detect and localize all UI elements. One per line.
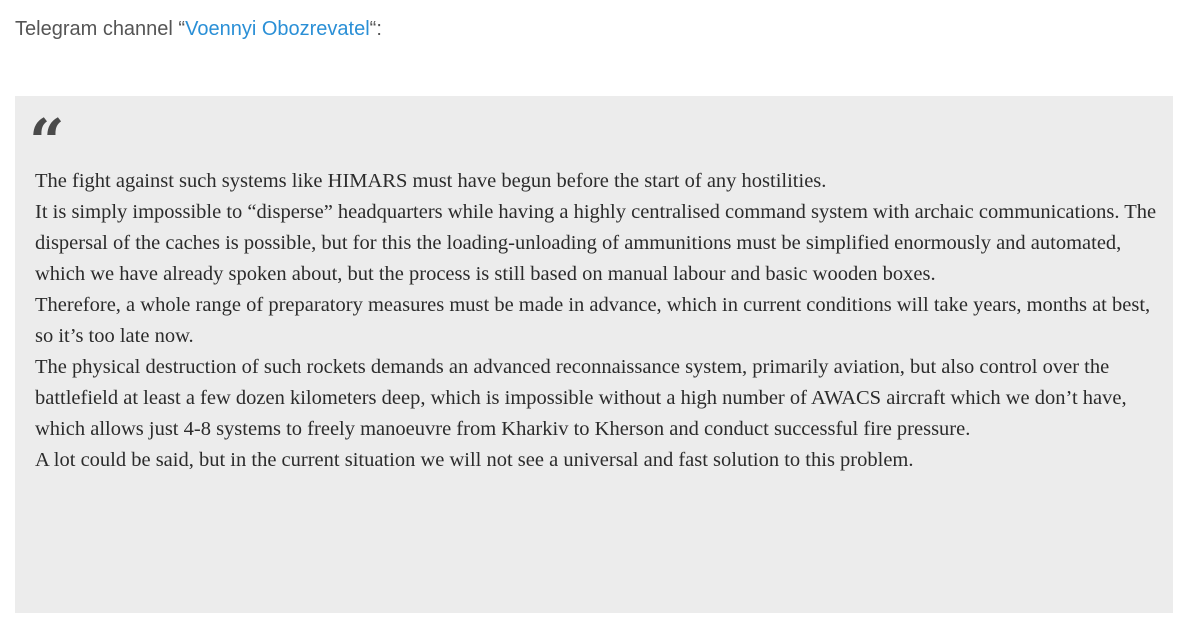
quote-paragraph: A lot could be said, but in the current situation we will not see a universal and fast solution to this problem. [35, 449, 914, 471]
quote-paragraph: The physical destruction of such rockets demands an advanced reconnaissance system, primarily aviation, but also control over the battlefield at least a few dozen kilometers deep, which is impossible without a high number of AWACS aircraft which we don’t have, which allows just 4-8 systems to freely manoeuvre from Kharkiv to Kherson and conduct successful fire pressure. [35, 356, 1127, 440]
blockquote [15, 96, 1173, 613]
quote-mark-icon: “ [29, 105, 61, 178]
intro-suffix: “: [369, 18, 382, 40]
quote-body [35, 166, 1165, 476]
channel-link[interactable]: Voennyi Obozrevatel [185, 18, 370, 40]
intro-line [15, 16, 382, 42]
quote-paragraph: It is simply impossible to “disperse” headquarters while having a highly centralised command system with archaic communications. The dispersal of the caches is possible, but for this the loading-unloading of ammunitions must be simplified enormously and automated, which we have already spoken about, but the process is still based on manual labour and basic wooden boxes. [35, 201, 1157, 285]
quote-paragraph: Therefore, a whole range of preparatory measures must be made in advance, which in current conditions will take years, months at best, so it’s too late now. [35, 294, 1151, 347]
intro-prefix: Telegram channel “ [15, 18, 186, 40]
quote-paragraph: The fight against such systems like HIMARS must have begun before the start of any hostilities. [35, 170, 827, 192]
